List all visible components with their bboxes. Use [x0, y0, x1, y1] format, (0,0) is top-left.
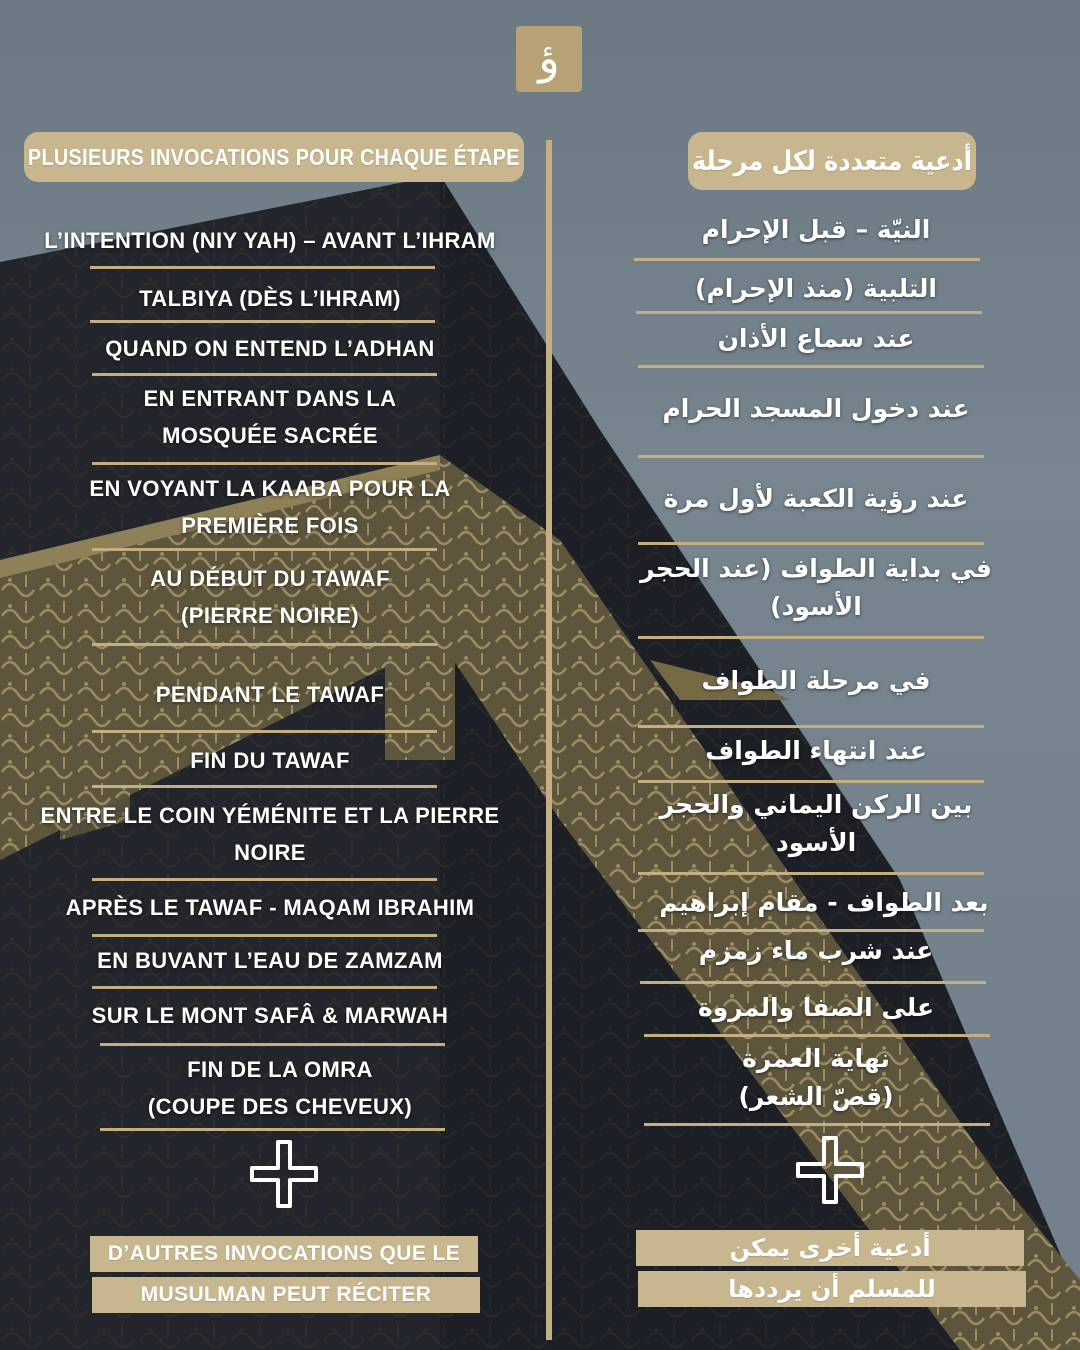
header-arabic [688, 132, 976, 190]
right-item-line: عند رؤية الكعبة لأول مرة [663, 484, 969, 513]
left-divider-line [92, 785, 437, 788]
left-item-line: TALBIYA (DÈS L’IHRAM) [139, 286, 401, 311]
right-footer-text-1: أدعية أخرى يمكن [729, 1234, 931, 1262]
calligraphy-logo-icon: ؤ [538, 33, 560, 84]
left-item-line: FIN DU TAWAF [190, 748, 350, 773]
right-item-line: في مرحلة الطواف [701, 666, 931, 695]
right-item-12 [616, 989, 1016, 1027]
header-french [24, 132, 524, 182]
header-arabic-text: أدعية متعددة لكل مرحلة [692, 145, 972, 177]
right-divider-line [638, 780, 984, 783]
left-item-line: EN ENTRANT DANS LA [143, 386, 397, 411]
right-item-line: النيّة – قبل الإحرام [701, 215, 931, 244]
left-item-1 [20, 222, 520, 259]
left-item-line: L’INTENTION (NIY YAH) – AVANT L’IHRAM [44, 228, 496, 253]
left-divider-line [100, 1043, 445, 1046]
right-item-13 [616, 1040, 1016, 1116]
left-item-12 [20, 997, 520, 1034]
right-item-line: التلبية (منذ الإحرام) [695, 274, 937, 303]
right-divider-line [638, 365, 984, 368]
right-item-7 [616, 662, 1016, 700]
right-footer-text-2: للمسلم أن يرددها [728, 1275, 936, 1303]
brand-logo [516, 26, 582, 92]
left-item-2 [20, 280, 520, 317]
right-divider-line [638, 725, 984, 728]
left-item-line: ENTRE LE COIN YÉMÉNITE ET LA PIERRE [40, 803, 500, 828]
left-item-5 [20, 470, 520, 544]
right-divider-line [644, 1034, 990, 1037]
right-item-2 [616, 270, 1016, 308]
right-item-4 [616, 390, 1016, 428]
left-item-7 [20, 676, 520, 713]
right-divider-line [634, 258, 980, 261]
left-item-line: (PIERRE NOIRE) [181, 603, 359, 628]
left-item-3 [20, 330, 520, 367]
right-item-3 [616, 320, 1016, 358]
right-footer-line-2 [638, 1271, 1026, 1307]
left-footer-text-1: D’AUTRES INVOCATIONS QUE LE [107, 1242, 461, 1265]
left-divider-line [92, 986, 437, 989]
left-item-line: EN BUVANT L’EAU DE ZAMZAM [97, 948, 443, 973]
right-item-line: نهاية العمرة [742, 1044, 890, 1073]
left-divider-line [92, 730, 437, 733]
right-item-11 [616, 932, 1016, 970]
right-item-line: على الصفا والمروة [697, 993, 935, 1022]
right-item-1 [616, 211, 1016, 249]
left-item-11 [20, 942, 520, 979]
left-item-8 [20, 742, 520, 779]
left-item-line: QUAND ON ENTEND L’ADHAN [105, 336, 435, 361]
left-item-line: (COUPE DES CHEVEUX) [147, 1094, 413, 1119]
left-divider-line [90, 320, 435, 323]
right-item-10 [624, 884, 1024, 922]
right-item-line: الأسود [775, 828, 857, 857]
left-item-10 [20, 889, 520, 926]
right-item-line: عند انتهاء الطواف [705, 736, 927, 765]
plus-icon [248, 1138, 320, 1210]
right-item-9 [616, 786, 1016, 862]
right-item-line: (قصّ الشعر) [738, 1082, 894, 1111]
right-item-8 [616, 732, 1016, 770]
left-divider-line [92, 548, 437, 551]
left-divider-line [92, 643, 437, 646]
right-item-6 [616, 550, 1016, 626]
right-item-line: بين الركن اليماني والحجر [659, 790, 973, 819]
left-footer-text-2: MUSULMAN PEUT RÉCITER [140, 1283, 432, 1306]
left-item-line: AU DÉBUT DU TAWAF [150, 566, 390, 591]
right-item-line: في بداية الطواف (عند الحجر [640, 554, 992, 583]
right-divider-line [638, 455, 984, 458]
left-divider-line [100, 1128, 445, 1131]
left-item-4 [20, 380, 520, 454]
left-divider-line [92, 878, 437, 881]
right-item-5 [616, 480, 1016, 518]
right-item-line: عند شرب ماء زمزم [698, 936, 934, 965]
right-divider-line [636, 311, 982, 314]
left-divider-line [92, 462, 437, 465]
left-item-line: PENDANT LE TAWAF [155, 682, 385, 707]
left-divider-line [92, 934, 437, 937]
left-divider-line [90, 266, 435, 269]
right-item-line: الأسود) [770, 592, 862, 621]
left-item-line: MOSQUÉE SACRÉE [162, 423, 378, 448]
right-item-line: عند سماع الأذان [717, 324, 915, 353]
right-divider-line [638, 542, 984, 545]
column-divider [546, 140, 552, 1340]
left-item-13 [30, 1051, 530, 1125]
right-divider-line [638, 872, 984, 875]
right-footer-line-1 [636, 1230, 1024, 1266]
left-item-6 [20, 560, 520, 634]
right-divider-line [638, 636, 984, 639]
right-item-line: عند دخول المسجد الحرام [662, 394, 970, 423]
left-item-9 [20, 797, 520, 871]
left-item-line: EN VOYANT LA KAABA POUR LA [89, 476, 451, 501]
left-item-line: PREMIÈRE FOIS [181, 513, 359, 538]
header-french-text: PLUSIEURS INVOCATIONS POUR CHAQUE ÉTAPE [28, 143, 520, 170]
right-divider-line [640, 981, 986, 984]
right-divider-line [644, 1123, 990, 1126]
left-item-line: FIN DE LA OMRA [187, 1057, 373, 1082]
left-item-line: SUR LE MONT SAFÂ & MARWAH [91, 1003, 449, 1028]
right-item-line: بعد الطواف - مقام إبراهيم [659, 888, 989, 917]
plus-icon [794, 1134, 866, 1206]
left-footer-line-1 [90, 1236, 478, 1272]
left-divider-line [92, 373, 437, 376]
left-item-line: NOIRE [234, 840, 306, 865]
left-footer-line-2 [92, 1277, 480, 1313]
left-item-line: APRÈS LE TAWAF - MAQAM IBRAHIM [65, 895, 475, 920]
